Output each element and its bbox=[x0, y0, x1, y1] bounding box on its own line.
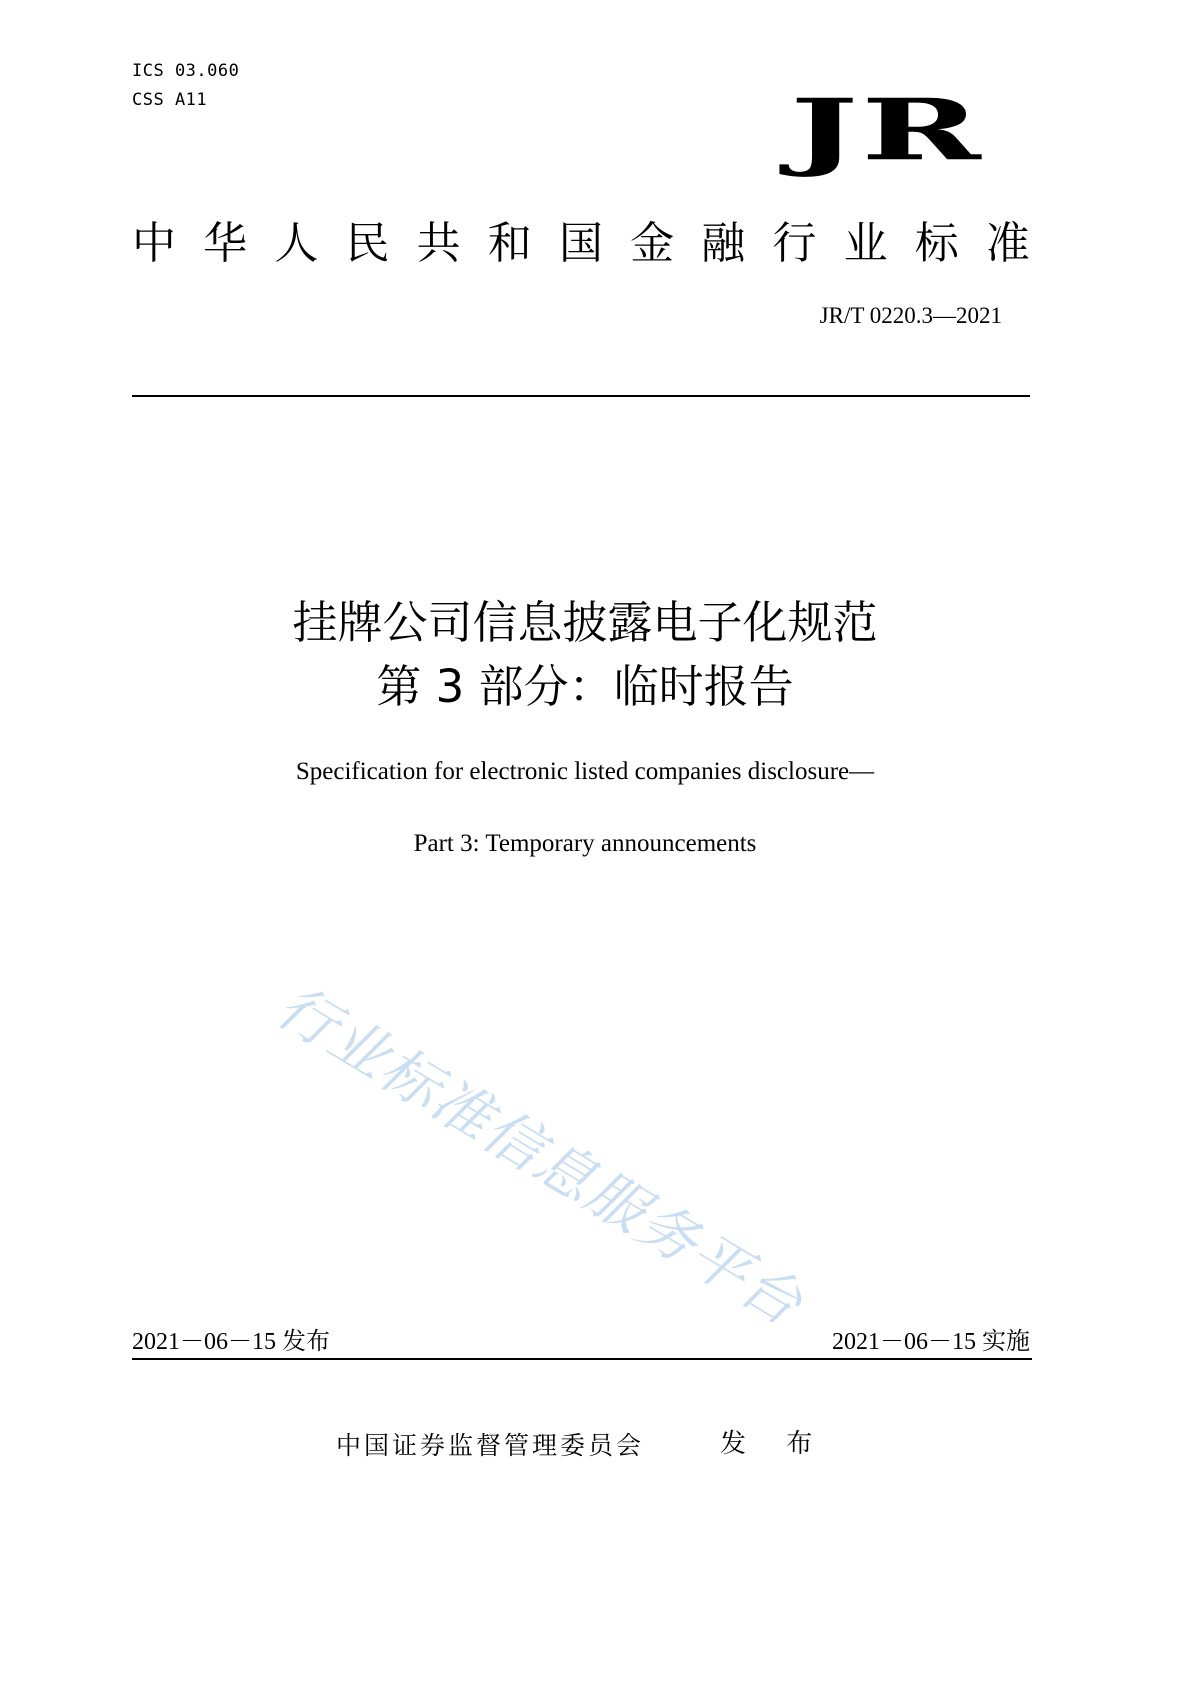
standard-title-char: 融 bbox=[701, 218, 746, 269]
issue-date: 2021－06－15 发布 bbox=[132, 1329, 330, 1355]
standard-title-char: 共 bbox=[416, 218, 461, 269]
css-code: CSS A11 bbox=[132, 90, 208, 110]
publisher-name: 中国证券监督管理委员会 bbox=[336, 1431, 645, 1460]
footer-divider bbox=[132, 1358, 1032, 1360]
standard-title-char: 和 bbox=[487, 218, 532, 269]
implementation-date: 2021－06－15 实施 bbox=[832, 1329, 1030, 1355]
standard-category-title bbox=[132, 214, 1030, 274]
document-title-en-line2: Part 3: Temporary announcements bbox=[413, 830, 757, 857]
header-divider bbox=[132, 395, 1030, 397]
ics-code: ICS 03.060 bbox=[132, 61, 240, 81]
standard-title-char: 金 bbox=[630, 218, 675, 269]
watermark: 行业标准信息服务平台 bbox=[265, 971, 815, 1340]
document-title-en-line1: Specification for electronic listed companies disclosure— bbox=[295, 758, 875, 785]
standard-title-char: 行 bbox=[772, 218, 817, 269]
standard-title-char: 国 bbox=[558, 218, 603, 269]
standard-title-char: 准 bbox=[985, 218, 1030, 269]
standard-title-char: 中 bbox=[132, 218, 176, 269]
standard-title-char: 人 bbox=[274, 218, 319, 269]
document-title-zh-line1: 挂牌公司信息披露电子化规范 bbox=[292, 596, 878, 649]
classification-codes bbox=[132, 57, 239, 115]
standard-title-char: 业 bbox=[843, 218, 888, 269]
standard-title-char: 标 bbox=[914, 218, 959, 269]
standard-title-char: 民 bbox=[345, 218, 390, 269]
document-title-zh-line2: 第 3 部分：临时报告 bbox=[376, 660, 794, 713]
standard-title-char: 华 bbox=[203, 218, 248, 269]
publish-label: 发 布 bbox=[720, 1429, 829, 1459]
standard-number: JR/T 0220.3—2021 bbox=[819, 303, 1002, 328]
jr-logo: JR bbox=[790, 80, 984, 180]
